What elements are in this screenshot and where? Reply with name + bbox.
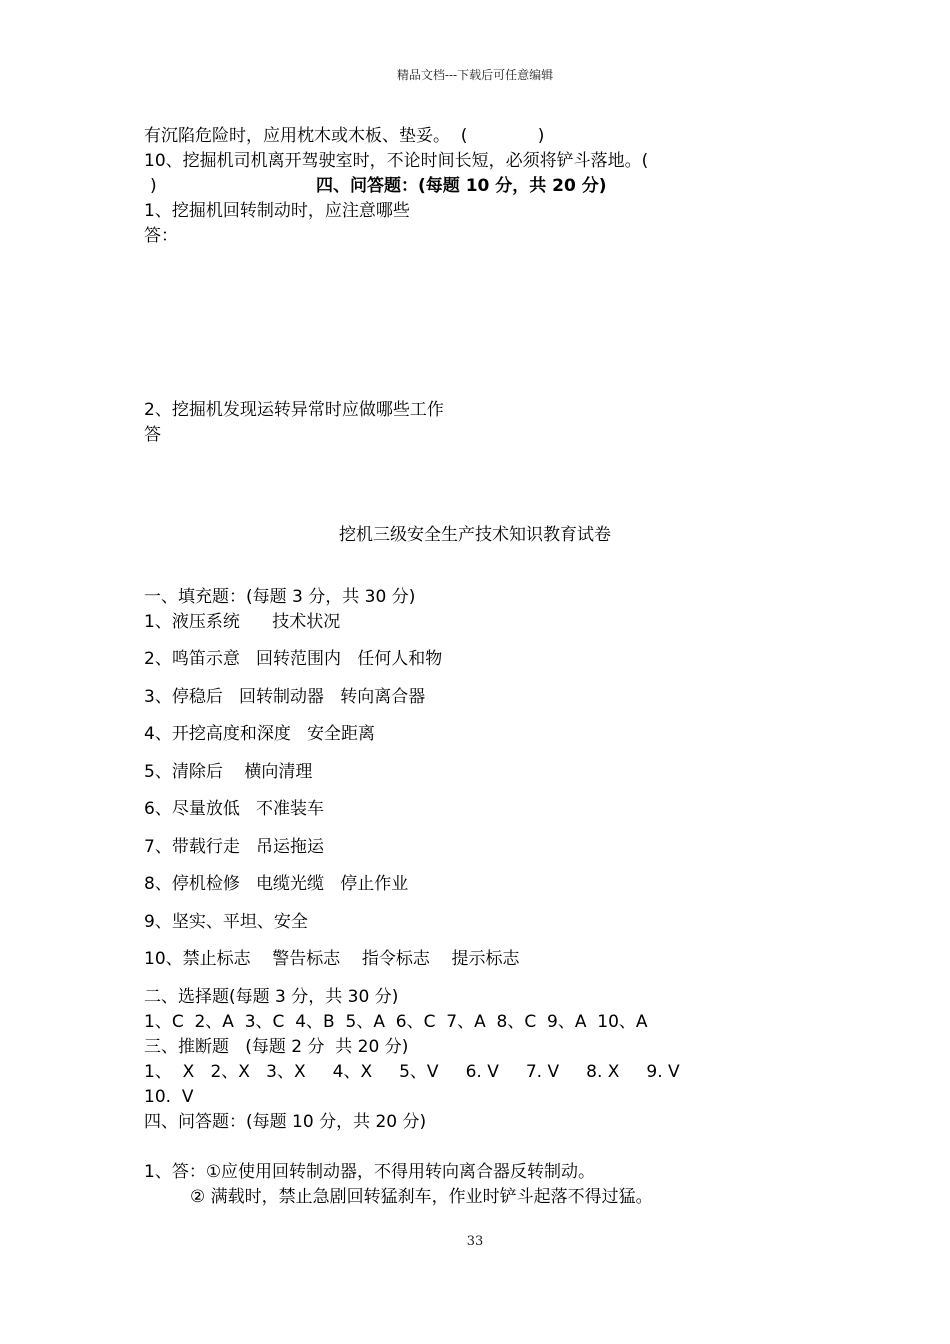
- question-10: 10、挖掘机司机离开驾驶室时，不论时间长短，必须将铲斗落地。(: [144, 151, 649, 171]
- qa-section-header: 四、问答题：(每题 10 分，共 20 分): [144, 1112, 427, 1132]
- fill-answer-6: 6、尽量放低 不准装车: [144, 799, 325, 819]
- qa-answer-1-line-1: 1、答：①应使用回转制动器，不得用转向离合器反转制动。: [144, 1162, 596, 1182]
- qa-answer-1-line-2: ② 满载时，禁止急剧回转猛刹车，作业时铲斗起落不得过猛。: [190, 1187, 653, 1207]
- choice-answers: 1、C 2、A 3、C 4、B 5、A 6、C 7、A 8、C 9、A 10、A: [144, 1012, 648, 1032]
- fill-answer-9: 9、坚实、平坦、安全: [144, 912, 308, 932]
- section-4-title: 四、问答题：(每题 10 分，共 20 分): [316, 176, 607, 196]
- fill-answer-5: 5、清除后 横向清理: [144, 762, 313, 782]
- question-9-tail: 有沉陷危险时，应用枕木或木板、垫妥。 ( ): [144, 126, 545, 146]
- answer-key-title: 挖机三级安全生产技术知识教育试卷: [339, 525, 611, 545]
- qa-answer-label-2: 答: [144, 425, 161, 445]
- fill-answer-7: 7、带载行走 吊运拖运: [144, 837, 325, 857]
- fill-answer-10: 10、禁止标志 警告标志 指令标志 提示标志: [144, 949, 520, 969]
- judge-answers-line-1: 1、 X 2、X 3、X 4、X 5、V 6. V 7. V 8. X 9. V: [144, 1062, 680, 1082]
- fill-answer-3: 3、停稳后 回转制动器 转向离合器: [144, 687, 426, 707]
- fill-answer-8: 8、停机检修 电缆光缆 停止作业: [144, 874, 409, 894]
- question-10-paren: ): [150, 176, 157, 196]
- judge-answers-line-2: 10. V: [144, 1087, 194, 1107]
- judge-section-header: 三、推断题 (每题 2 分 共 20 分): [144, 1037, 409, 1057]
- fill-answer-4: 4、开挖高度和深度 安全距离: [144, 724, 376, 744]
- qa-question-1: 1、挖掘机回转制动时，应注意哪些: [144, 201, 410, 221]
- fill-answer-1: 1、液压系统 技术状况: [144, 612, 341, 632]
- page-header: 精品文档---下载后可任意编辑: [396, 68, 554, 82]
- page-number: 33: [466, 1234, 484, 1249]
- qa-answer-label-1: 答：: [144, 226, 178, 246]
- fill-section-header: 一、填充题：(每题 3 分，共 30 分): [144, 587, 416, 607]
- fill-answer-2: 2、鸣笛示意 回转范围内 任何人和物: [144, 649, 443, 669]
- choice-section-header: 二、选择题(每题 3 分，共 30 分): [144, 987, 399, 1007]
- qa-question-2: 2、挖掘机发现运转异常时应做哪些工作: [144, 400, 444, 420]
